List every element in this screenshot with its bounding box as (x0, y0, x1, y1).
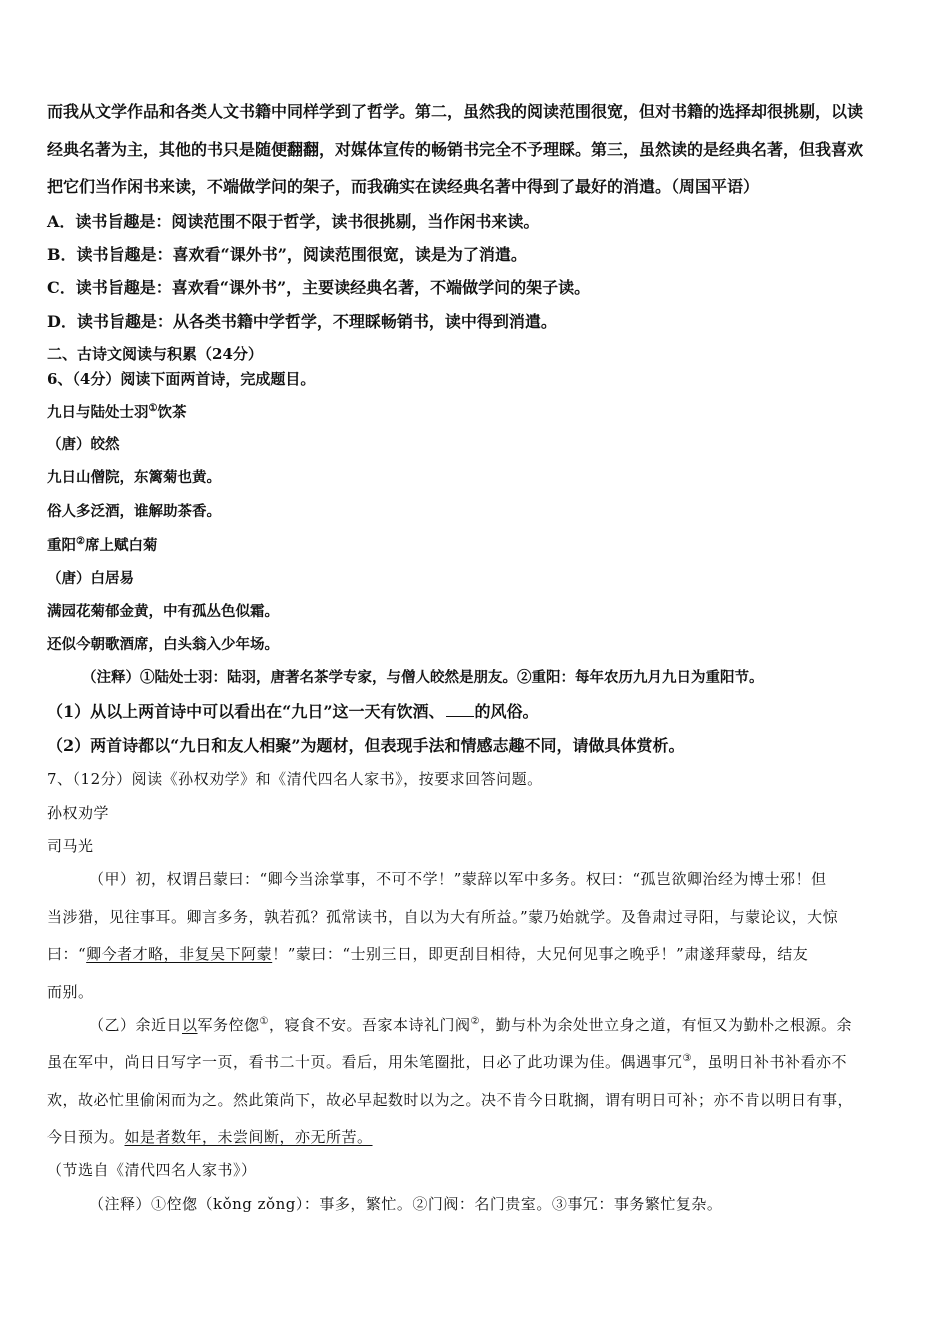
yi-line (47, 1128, 373, 1146)
q7-note: （注释）①倥偬（kǒng zǒng）：事多，繁忙。②门阀：名门贵室。③事冗：事务繁忙复杂。 (89, 1195, 723, 1213)
yi-text: ，寝食不安。吾家本诗礼门阀 (269, 1016, 471, 1034)
jia-line: （甲）初，权谓吕蒙曰：“卿今当涂掌事，不可不学！”蒙辞以军中多务。权曰：“孤岂欲卿治经为博士邪！但 (89, 870, 827, 888)
passage-line: 经典名著为主，其他的书只是随便翻翻，对媒体宣传的畅销书完全不予理睬。第三，虽然读的是经典名著，但我喜欢 (47, 140, 864, 159)
q6-subquestion-1 (47, 702, 539, 721)
jia-line: 而别。 (47, 983, 94, 1001)
yi-text: ，勤与朴为余处世立身之道，有恒又为勤朴之根源。余 (480, 1016, 853, 1034)
q7-author: 司马光 (47, 837, 94, 855)
footnote-mark: ① (259, 1016, 270, 1027)
yi-line (47, 1053, 847, 1071)
answer-blank[interactable] (446, 702, 474, 717)
question-6-stem: 6、（4分）阅读下面两首诗，完成题目。 (47, 370, 316, 388)
yi-text: 军务倥偬 (197, 1016, 260, 1034)
poem2-title-end: 席上赋白菊 (84, 536, 158, 554)
subquestion-text-end: 的风俗。 (474, 702, 539, 721)
section-heading: 二、古诗文阅读与积累（24分） (47, 345, 263, 363)
footnote-mark: ① (148, 403, 158, 414)
q7-title: 孙权劝学 (47, 804, 110, 822)
poem2-line: 满园花菊郁金黄，中有孤丛色似霜。 (47, 603, 279, 620)
source-line: （节选自《清代四名人家书》） (47, 1161, 257, 1179)
option-b: B．读书旨趣是：喜欢看“课外书”，阅读范围很宽，读是为了消遣。 (47, 245, 527, 264)
jia-line (47, 945, 808, 963)
option-a: A．读书旨趣是：阅读范围不限于哲学，读书很挑剔，当作闲书来读。 (47, 212, 540, 231)
footnote-mark: ② (470, 1016, 480, 1027)
poem1-title-text: 九日与陆处士羽 (47, 403, 149, 421)
underlined-sentence: 卿今者才略，非复吴下阿蒙 (86, 945, 273, 963)
footnote-mark: ② (76, 536, 85, 547)
passage-line: 而我从文学作品和各类人文书籍中同样学到了哲学。第二，虽然我的阅读范围很宽，但对书籍的选择却很挑剔，以读 (47, 102, 864, 121)
yi-text: ，虽明日补书补看亦不 (691, 1053, 847, 1071)
yi-text: （乙）余近日 (89, 1016, 183, 1034)
underlined-sentence: 如是者数年，未尝间断，亦无所苦。 (124, 1128, 373, 1146)
option-c: C．读书旨趣是：喜欢看“课外书”，主要读经典名著，不端做学问的架子读。 (47, 278, 591, 297)
subquestion-text: （1）从以上两首诗中可以看出在“九日”这一天有饮酒、 (47, 702, 445, 721)
poem1-line: 九日山僧院，东篱菊也黄。 (47, 469, 221, 486)
jia-line: 当涉猎，见往事耳。卿言多务，孰若孤？孤常读书，自以为大有所益。”蒙乃始就学。及鲁肃过寻阳，与蒙论议，大惊 (47, 908, 839, 926)
underlined-word: 以 (182, 1016, 198, 1034)
yi-text: 虽在军中，尚日日写字一页，看书二十页。看后，用朱笔圈批，日必了此功课为佳。偶遇事冗 (47, 1053, 683, 1071)
jia-text: 曰：“ (47, 945, 87, 963)
jia-text: ！”蒙曰：“士别三日，即更刮目相待，大兄何见事之晚乎！”肃遂拜蒙母，结友 (272, 945, 809, 963)
poem2-title-text: 重阳 (47, 536, 76, 554)
footnote-mark: ③ (682, 1053, 692, 1064)
poem1-line: 俗人多泛酒，谁解助茶香。 (47, 503, 221, 520)
passage-line: 把它们当作闲书来读，不端做学问的架子，而我确实在读经典名著中得到了最好的消遣。（周国平语） (47, 177, 760, 196)
question-7-stem: 7、（12分）阅读《孙权劝学》和《清代四名人家书》，按要求回答问题。 (47, 770, 543, 788)
poem2-author: （唐）白居易 (47, 570, 134, 587)
poem2-title (47, 536, 157, 554)
poem1-title-end: 饮茶 (157, 403, 187, 421)
poem1-author: （唐）皎然 (47, 436, 120, 453)
yi-line (89, 1016, 852, 1034)
yi-line: 欢，故必忙里偷闲而为之。然此策尚下，故必早起数时以为之。决不肯今日耽搁，谓有明日可补；亦不肯以明日有事， (47, 1091, 854, 1109)
q6-note: （注释）①陆处士羽：陆羽，唐著名茶学专家，与僧人皎然是朋友。②重阳：每年农历九月九日为重阳节。 (82, 669, 764, 686)
poem2-line: 还似今朝歌酒席，白头翁入少年场。 (47, 636, 279, 653)
q6-subquestion-2: （2）两首诗都以“九日和友人相聚”为题材，但表现手法和情感志趣不同，请做具体赏析。 (47, 736, 685, 755)
poem1-title (47, 403, 186, 421)
yi-text: 今日预为。 (47, 1128, 125, 1146)
option-d: D．读书旨趣是：从各类书籍中学哲学，不理睬畅销书，读中得到消遣。 (47, 312, 557, 331)
